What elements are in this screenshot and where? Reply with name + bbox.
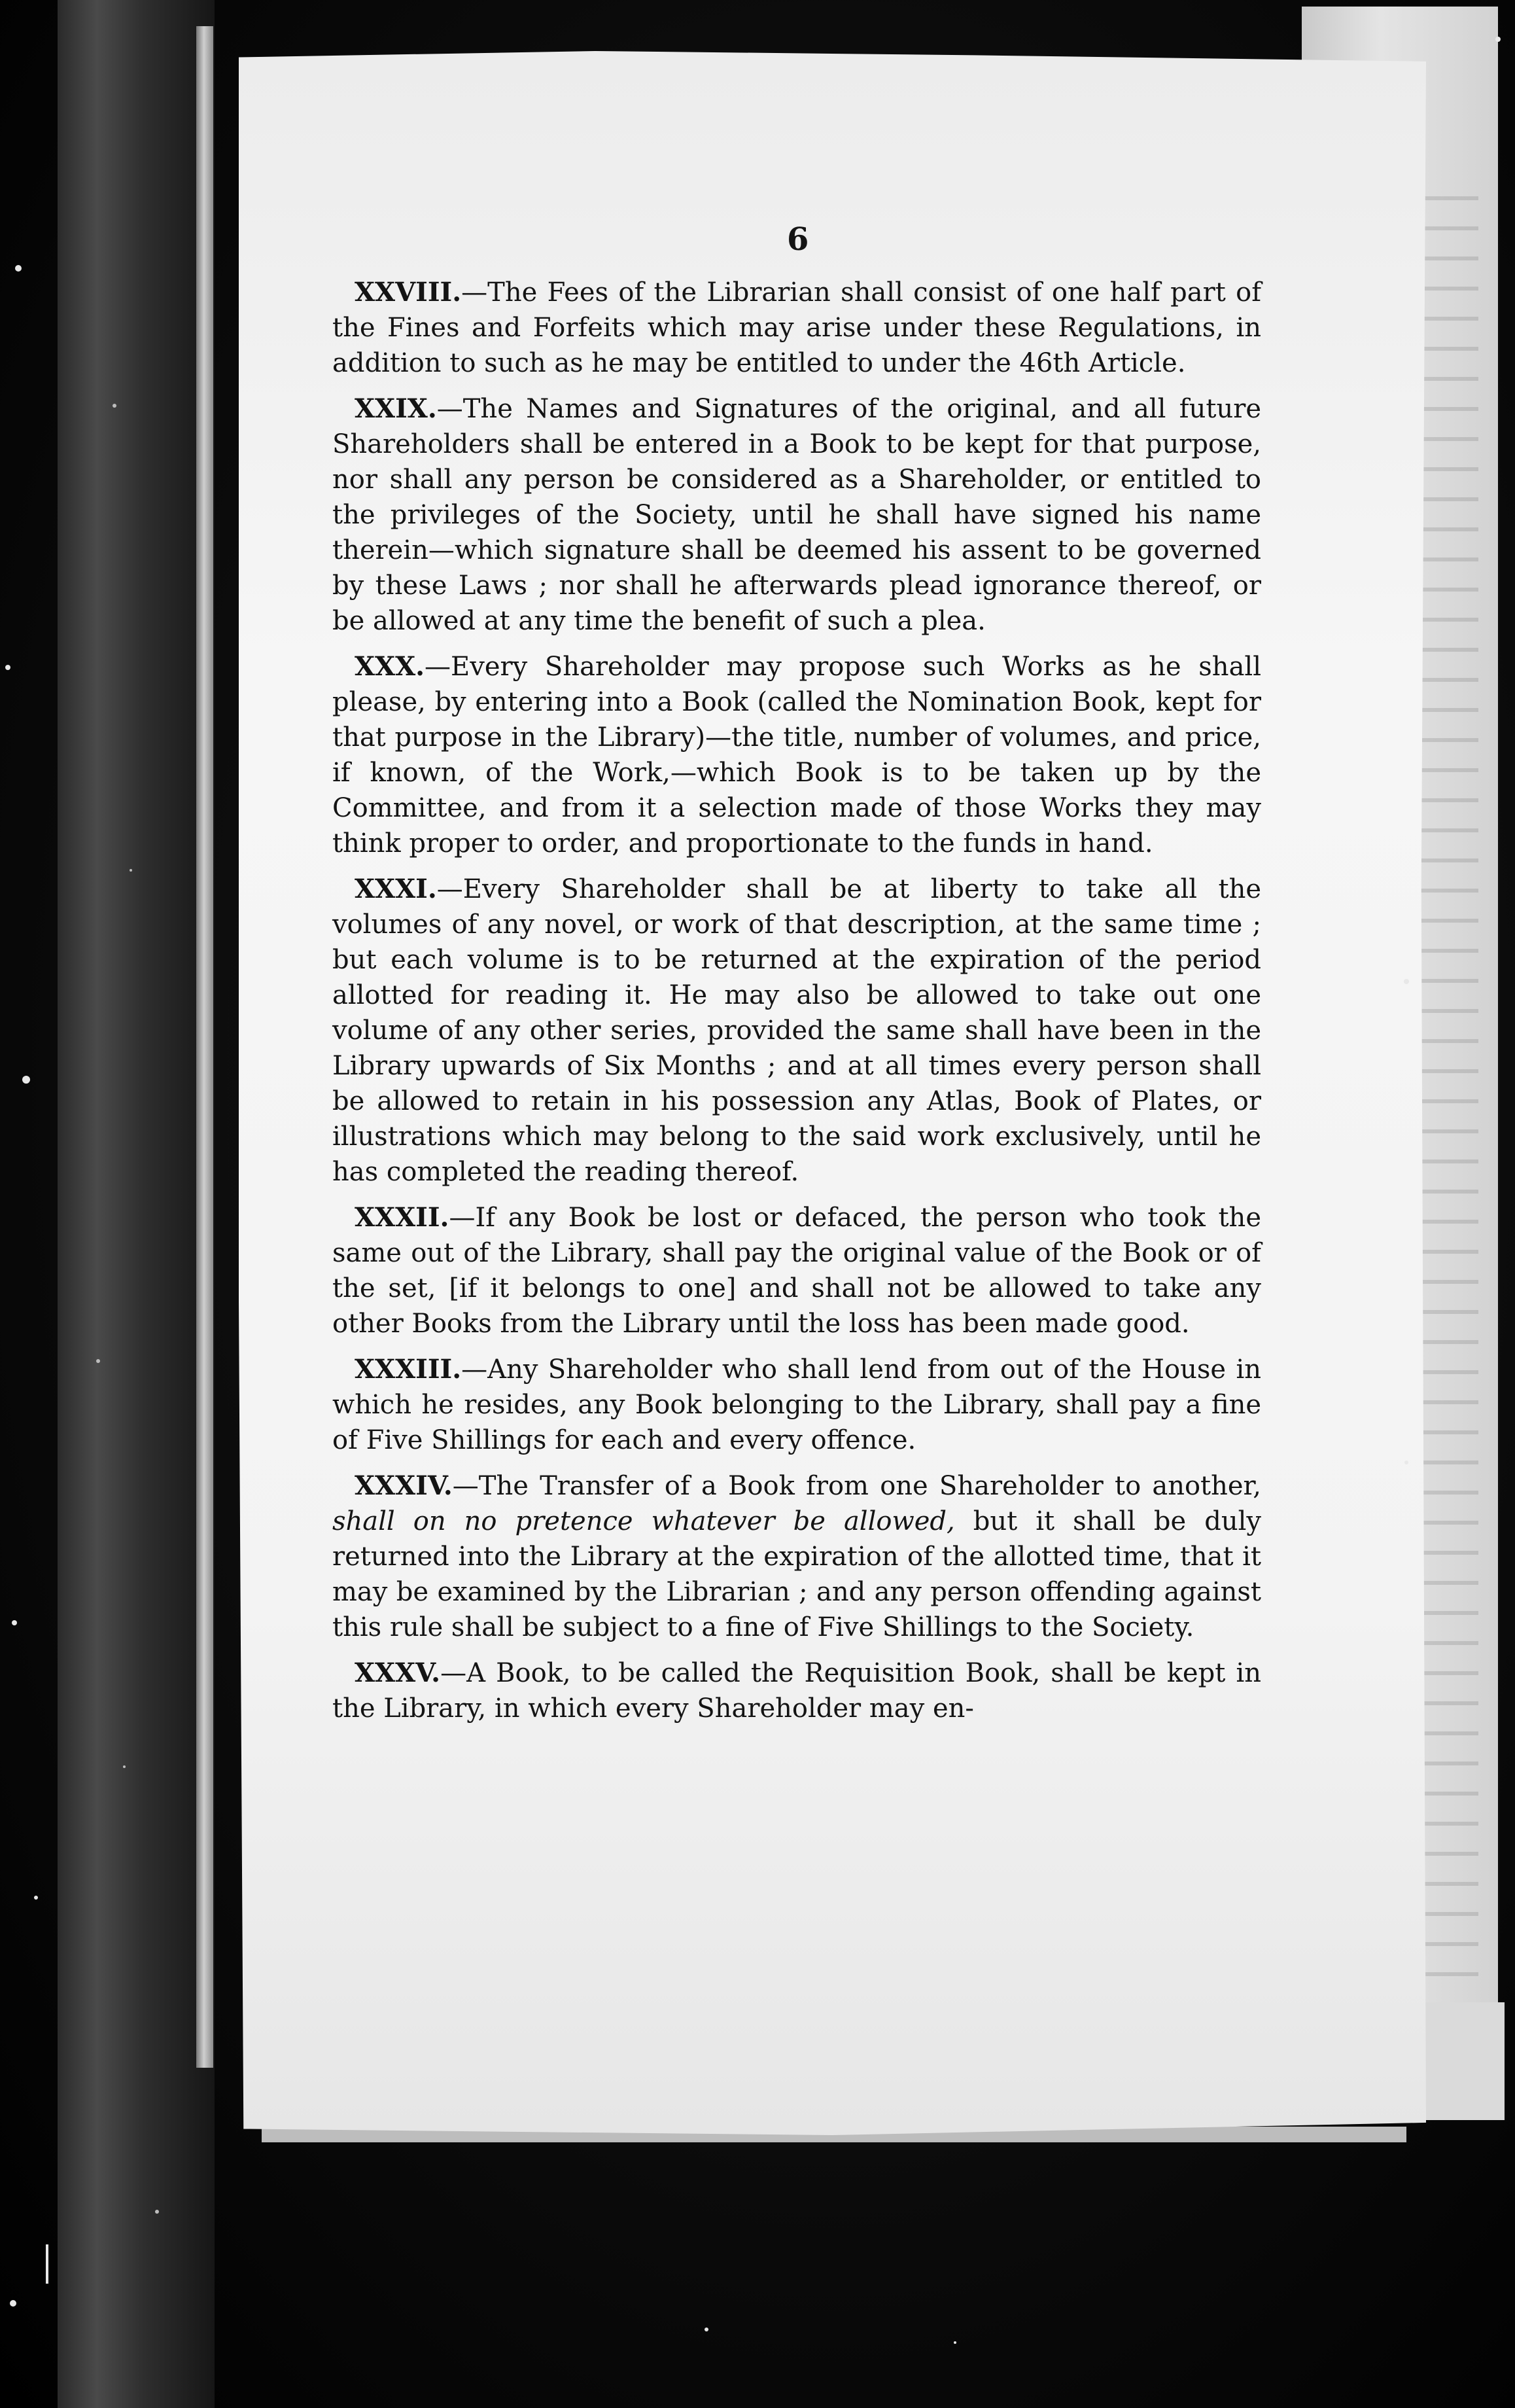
article-number: XXXV.: [355, 1657, 441, 1688]
article-body-end: but it shall be duly returned into the Library at the expiration of the allotted time, that it may be examined by the Librarian ; and any person offending against this rule shall be subject to a fine of Five Shillings to the Society.: [332, 1506, 1262, 1642]
article-body-start: —The Transfer of a Book from one Shareholder to another,: [452, 1471, 1261, 1501]
article-body: —If any Book be lost or defaced, the person who took the same out of the Library, shall pay the original value of the Book or of the set, [if it belongs to one] and shall not be allowed to take any other Books from the Library until the loss has been made good.: [332, 1203, 1261, 1339]
article-number: XXX.: [355, 651, 425, 682]
article-body: —The Names and Signatures of the original, and all future Shareholders shall be entered in a Book to be kept for that purpose, nor shall any person be considered as a Shareholder, or entitled to the privileges of the Society, until he shall have signed his name therein—which signature shall be deemed his assent to be governed by these Laws ; nor shall he afterwards plead ignorance thereof, or be allowed at any time the benefit of such a plea.: [332, 394, 1261, 636]
article-body-italic: shall on no pretence whatever be allowed,: [332, 1506, 955, 1536]
article-number: XXXIII.: [355, 1354, 462, 1385]
article-number: XXXII.: [355, 1202, 449, 1233]
article-body: —Any Shareholder who shall lend from out of the House in which he resides, any Book belonging to the Library, shall pay a fine of Five Shillings for each and every offence.: [332, 1354, 1261, 1455]
article-number: XXXIV.: [355, 1470, 453, 1501]
article-number: XXVIII.: [355, 277, 462, 308]
article-body: —Every Shareholder shall be at liberty to take all the volumes of any novel, or work of that description, at the same time ; but each volume is to be returned at the expiration of the period allotted for reading it. He may also be allowed to take out one volume of any other series, provided the same shall have been in the Library upwards of Six Months ; and at all times every person shall be allowed to retain in his possession any Atlas, Book of Plates, or illustrations which may belong to the said work exclusively, until he has completed the reading thereof.: [332, 874, 1261, 1187]
article-body: —Every Shareholder may propose such Works as he shall please, by entering into a Book (called the Nomination Book, kept for that purpose in the Library)—the title, number of volumes, and price, if known, of the Work,—which Book is to be taken up by the Committee, and from it a selection made of those Works they may think proper to order, and proportionate to the funds in hand.: [332, 652, 1261, 859]
page-number: 6: [787, 221, 809, 258]
article-body: —The Fees of the Librarian shall consist of one half part of the Fines and Forfeits which may arise under these Regulations, in addition to such as he may be entitled to under the 46th Article.: [332, 277, 1261, 378]
article-number: XXXI.: [355, 874, 437, 904]
article-number: XXIX.: [355, 393, 437, 424]
article-body: —A Book, to be called the Requisition Book, shall be kept in the Library, in which every Shareholder may en-: [332, 1658, 1261, 1724]
